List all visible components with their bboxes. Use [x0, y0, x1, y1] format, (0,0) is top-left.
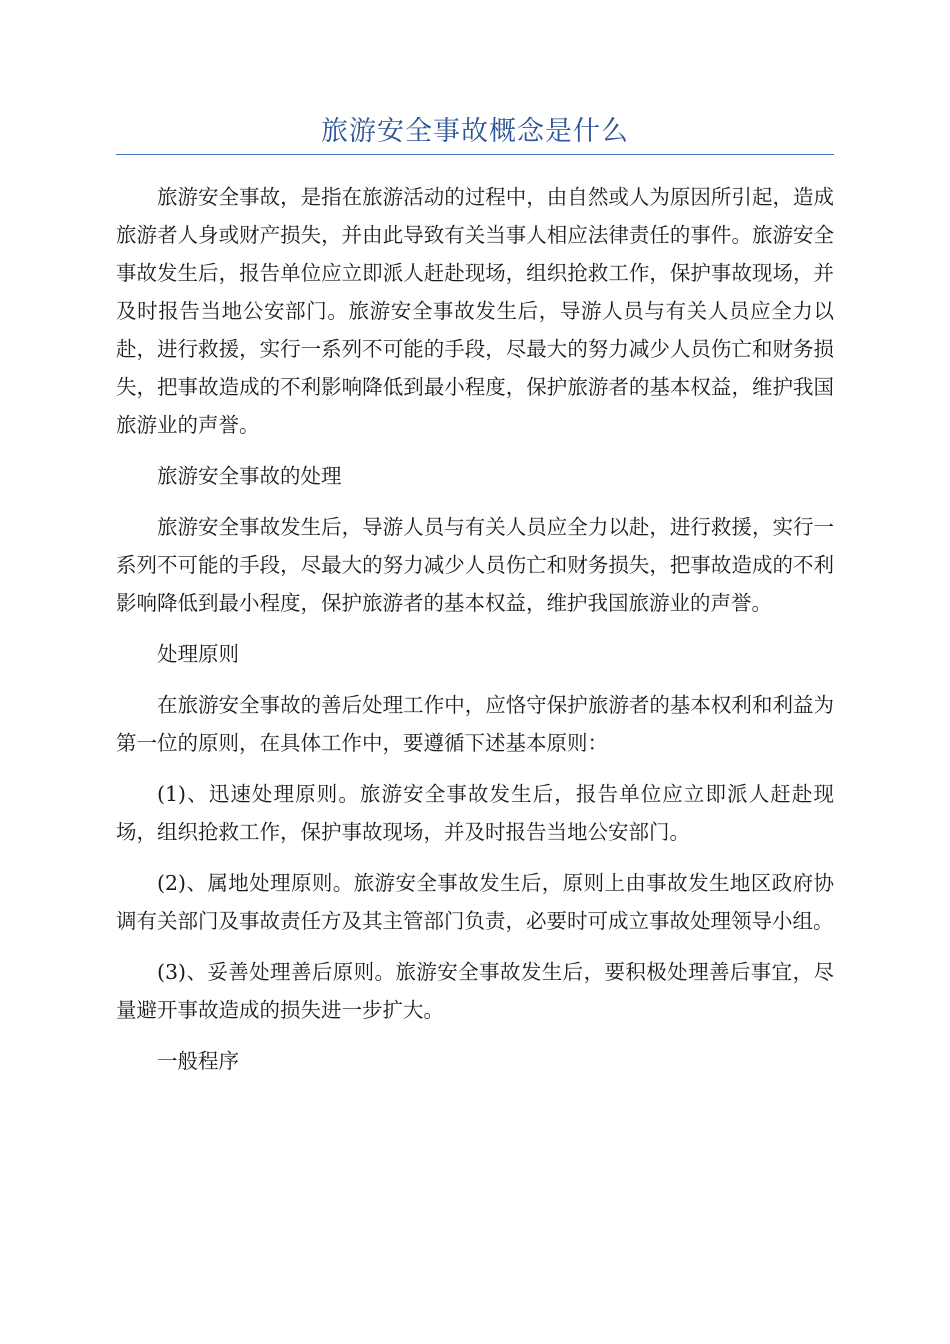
document-title: 旅游安全事故概念是什么 [321, 116, 629, 147]
section-heading-principles: 处理原则 [157, 642, 239, 666]
title-underline [116, 154, 834, 155]
paragraph-principle-3: (3)、妥善处理善后原则。旅游安全事故发生后，要积极处理善后事宜，尽量避开事故造成的损失进一步扩大。 [116, 960, 834, 1022]
document-body [116, 178, 834, 1093]
paragraph-principle-2: (2)、属地处理原则。旅游安全事故发生后，原则上由事故发生地区政府协调有关部门及事故责任方及其主管部门负责，必要时可成立事故处理领导小组。 [116, 871, 834, 933]
paragraph-handling: 旅游安全事故发生后，导游人员与有关人员应全力以赴，进行救援，实行一系列不可能的手段，尽最大的努力减少人员伤亡和财务损失，把事故造成的不利影响降低到最小程度，保护旅游者的基本权益，维护我国旅游业的声誉。 [116, 515, 834, 615]
paragraph-principles-intro: 在旅游安全事故的善后处理工作中，应恪守保护旅游者的基本权利和利益为第一位的原则，在具体工作中，要遵循下述基本原则： [116, 693, 834, 755]
section-heading-procedure: 一般程序 [157, 1049, 239, 1073]
paragraph-principle-1: (1)、迅速处理原则。旅游安全事故发生后，报告单位应立即派人赶赴现场，组织抢救工作，保护事故现场，并及时报告当地公安部门。 [116, 782, 834, 844]
section-heading-handling: 旅游安全事故的处理 [157, 464, 342, 488]
paragraph-definition: 旅游安全事故，是指在旅游活动的过程中，由自然或人为原因所引起，造成旅游者人身或财产损失，并由此导致有关当事人相应法律责任的事件。旅游安全事故发生后，报告单位应立即派人赶赴现场，组织抢救工作，保护事故现场，并及时报告当地公安部门。旅游安全事故发生后，导游人员与有关人员应全力以赴，进行救援，实行一系列不可能的手段，尽最大的努力减少人员伤亡和财务损失，把事故造成的不利影响降低到最小程度，保护旅游者的基本权益，维护我国旅游业的声誉。 [116, 185, 834, 437]
